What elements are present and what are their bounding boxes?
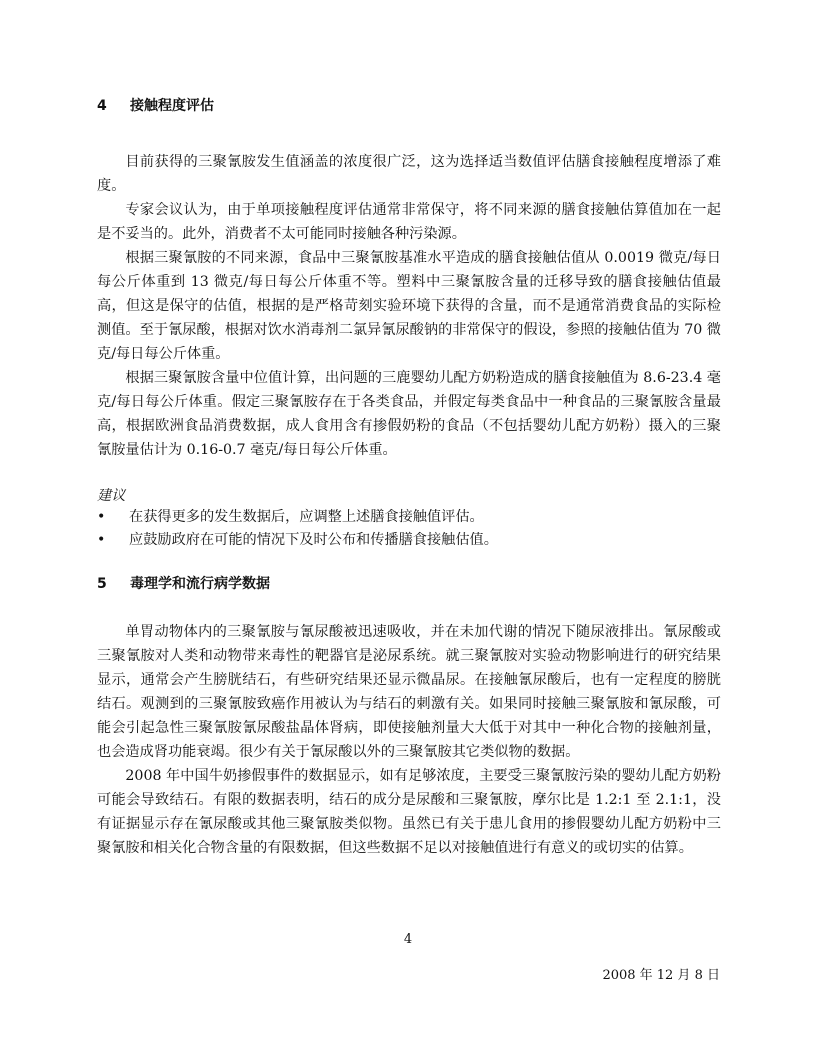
list-item: • 应鼓励政府在可能的情况下及时公布和传播膳食接触估值。	[97, 529, 721, 552]
section-title: 毒理学和流行病学数据	[130, 576, 270, 592]
recommendation-list	[97, 506, 721, 552]
section-4-heading	[97, 96, 721, 116]
list-item: • 在获得更多的发生数据后，应调整上述膳食接触值评估。	[97, 506, 721, 529]
footer-date: 2008 年 12 月 8 日	[602, 968, 720, 983]
paragraph: 专家会议认为，由于单项接触程度评估通常非常保守，将不同来源的膳食接触估算值加在一起是不妥当的。此外，消费者不太可能同时接触各种污染源。	[97, 202, 721, 242]
paragraph: 根据三聚氰胺含量中位值计算，出问题的三鹿婴幼儿配方奶粉造成的膳食接触值为 8.6-23.4 毫克/每日每公斤体重。假定三聚氰胺存在于各类食品，并假定每类食品中一种食品的三聚氰胺含量最高，根据欧洲食品消费数据，成人食用含有掺假奶粉的食品（不包括婴幼儿配方奶粉）摄入的三聚氰胺量估计为 0.16-0.7 毫克/每日每公斤体重。	[97, 370, 721, 458]
section-5-heading	[97, 574, 721, 594]
section-number: 4	[97, 98, 107, 114]
bullet-icon: •	[97, 532, 106, 548]
paragraph: 2008 年中国牛奶掺假事件的数据显示，如有足够浓度，主要受三聚氰胺污染的婴幼儿配方奶粉可能会导致结石。有限的数据表明，结石的成分是尿酸和三聚氰胺，摩尔比是 1.2:1 至 2.1:1，没有证据显示存在氰尿酸或其他三聚氰胺类似物。虽然已有关于患儿食用的掺假婴幼儿配方奶粉中三聚氰胺和相关化合物含量的有限数据，但这些数据不足以对接触值进行有意义的或切实的估算。	[97, 768, 721, 856]
recommendation-label: 建议	[97, 488, 126, 504]
page-number: 4	[403, 932, 413, 947]
section-title: 接触程度评估	[130, 98, 214, 114]
section-number: 5	[97, 576, 107, 592]
paragraph: 根据三聚氰胺的不同来源，食品中三聚氰胺基准水平造成的膳食接触估值从 0.0019 微克/每日每公斤体重到 13 微克/每日每公斤体重不等。塑料中三聚氰胺含量的迁移导致的膳食接触估值最高，但这是保守的估值，根据的是严格苛刻实验环境下获得的含量，而不是通常消费食品的实际检测值。至于氰尿酸，根据对饮水消毒剂二氯异氰尿酸钠的非常保守的假设，参照的接触估值为 70 微克/每日每公斤体重。	[97, 250, 721, 362]
paragraph: 目前获得的三聚氰胺发生值涵盖的浓度很广泛，这为选择适当数值评估膳食接触程度增添了难度。	[97, 154, 721, 194]
document-body	[97, 92, 721, 860]
bullet-icon: •	[97, 509, 106, 525]
paragraph: 单胃动物体内的三聚氰胺与氰尿酸被迅速吸收，并在未加代谢的情况下随尿液排出。氰尿酸或三聚氰胺对人类和动物带来毒性的靶器官是泌尿系统。就三聚氰胺对实验动物影响进行的研究结果显示，通常会产生膀胱结石，有些研究结果还显示微晶尿。在接触氰尿酸后，也有一定程度的膀胱结石。观测到的三聚氰胺致癌作用被认为与结石的刺激有关。如果同时接触三聚氰胺和氰尿酸，可能会引起急性三聚氰胺氰尿酸盐晶体肾病，即使接触剂量大大低于对其中一种化合物的接触剂量，也会造成肾功能衰竭。很少有关于氰尿酸以外的三聚氰胺其它类似物的数据。	[97, 624, 721, 760]
